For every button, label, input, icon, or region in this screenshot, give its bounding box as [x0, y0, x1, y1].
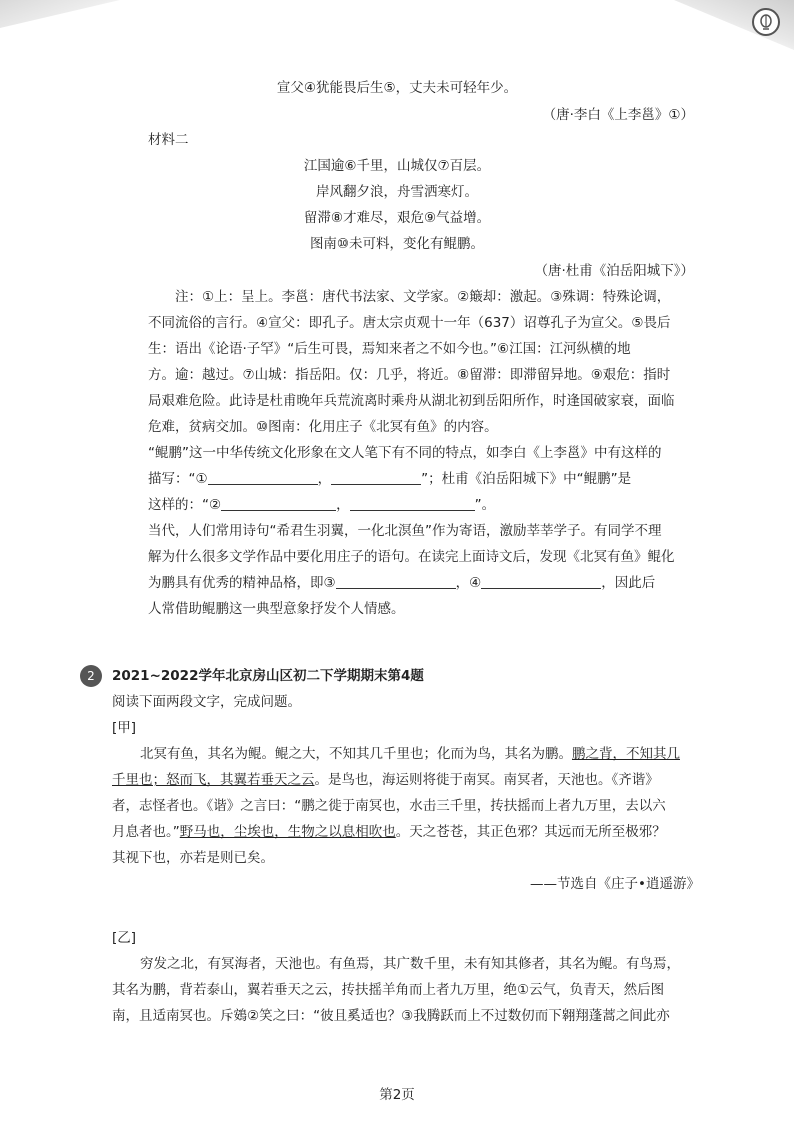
- material1-source: （唐·李白《上李邕》①）: [542, 107, 694, 123]
- answer-blank-2[interactable]: [221, 496, 336, 511]
- material2-source: （唐·杜甫《泊岳阳城下》）: [534, 263, 694, 279]
- passage-text: 月息者也。”: [112, 824, 180, 840]
- note-line: 方。逾：越过。⑦山城：指岳阳。仅：几乎，将近。⑧留滞：即滞留异地。⑨艰危：指时: [148, 367, 671, 383]
- question-title: 2021~2022学年北京房山区初二下学期期末第4题: [112, 668, 424, 684]
- question-text: ，: [317, 471, 332, 487]
- material2-label: 材料二: [148, 132, 189, 148]
- question-text: ”。: [474, 497, 496, 513]
- question-text: ，因此后: [601, 575, 656, 591]
- passage-label-yi: [乙]: [112, 930, 137, 946]
- question-text: “鲲鹏”这一中华传统文化形象在文人笔下有不同的特点，如李白《上李邕》中有这样的: [148, 445, 662, 461]
- answer-blank-1[interactable]: [208, 470, 318, 485]
- answer-blank-4[interactable]: [481, 574, 601, 589]
- question-text: ”；杜甫《泊岳阳城下》中“鲲鹏”是: [421, 471, 632, 487]
- poem-line: 图南⑩未可料，变化有鲲鹏。: [309, 236, 485, 252]
- material1-poem-line: 宣父④犹能畏后生⑤，丈夫未可轻年少。: [276, 80, 518, 96]
- underlined-text: 野马也，尘埃也，生物之以息相吹也: [179, 824, 396, 840]
- answer-blank-3[interactable]: [336, 574, 456, 589]
- question-fill-line: [148, 495, 495, 515]
- passage-text: 北冥有鱼，其名为鲲。鲲之大，不知其几千里也；化而为鸟，其名为鹏。: [140, 746, 572, 762]
- corner-decoration-left: [0, 0, 120, 28]
- note-line: 危难，贫病交加。⑩图南：化用庄子《北冥有鱼》的内容。: [148, 419, 498, 435]
- note-line: 注：①上：呈上。李邕：唐代书法家、文学家。②簸却：激起。③殊调：特殊论调，: [175, 289, 671, 305]
- passage-text: 其名为鹏，背若泰山，翼若垂天之云，抟扶摇羊角而上者九万里，绝①云气，负青天，然后图: [112, 982, 665, 998]
- question-text: 描写：“①: [148, 471, 208, 487]
- question-text: 这样的：“②: [148, 497, 222, 513]
- passage-text: 者，志怪者也。《谐》之言曰：“鹏之徙于南冥也，水击三千里，抟扶摇而上者九万里，去以六: [112, 798, 666, 814]
- underlined-text: 千里也；怒而飞，其翼若垂天之云: [112, 772, 315, 788]
- question-text: 人常借助鲲鹏这一典型意象抒发个人情感。: [148, 601, 405, 617]
- passage-text: 其视下也，亦若是则已矣。: [112, 850, 274, 866]
- underlined-text: 鹏之背，不知其几: [572, 746, 680, 762]
- passage-label-jia: [甲]: [112, 720, 137, 736]
- passage-text: 。天之苍苍，其正色邪？其远而无所至极邪？: [395, 824, 666, 840]
- note-line: 局艰难危险。此诗是杜甫晚年兵荒流离时乘舟从湖北初到岳阳所作，时逢国破家衰，面临: [148, 393, 675, 409]
- question-fill-line: [148, 573, 655, 593]
- answer-blank-1b[interactable]: [331, 470, 421, 485]
- passage-line: [112, 770, 659, 790]
- passage-source: ——节选自《庄子•逍遥游》: [530, 876, 700, 892]
- question-text: 为鹏具有优秀的精神品格，即③: [148, 575, 336, 591]
- question-text: 当代，人们常用诗句“希君生羽翼，一化北溟鱼”作为寄语，激励莘莘学子。有同学不理: [148, 523, 662, 539]
- question-text: ，④: [455, 575, 482, 591]
- note-line: 生：语出《论语·子罕》“后生可畏，焉知来者之不如今也。”⑥江国：江河纵横的地: [148, 341, 631, 357]
- lantern-logo-icon: [752, 8, 780, 36]
- question-instruction: 阅读下面两段文字，完成问题。: [112, 694, 301, 710]
- note-line: 不同流俗的言行。④宣父：即孔子。唐太宗贞观十一年（637）诏尊孔子为宣父。⑤畏后: [148, 315, 671, 331]
- page-number: 第2页: [379, 1087, 415, 1103]
- poem-line: 留滞⑧才难尽，艰危⑨气益增。: [303, 210, 491, 226]
- passage-text: 南，且适南冥也。斥鴳②笑之曰：“彼且奚适也？③我腾跃而上不过数仞而下翱翔蓬蒿之间此亦: [112, 1008, 670, 1024]
- question-number-badge: 2: [80, 665, 102, 687]
- question-text: 解为什么很多文学作品中要化用庄子的语句。在读完上面诗文后，发现《北冥有鱼》鲲化: [148, 549, 675, 565]
- question-text: ，: [336, 497, 350, 513]
- passage-text: 。是鸟也，海运则将徙于南冥。南冥者，天池也。《齐谐》: [314, 772, 659, 788]
- passage-line: [140, 744, 680, 764]
- answer-blank-2b[interactable]: [350, 496, 475, 511]
- question-fill-line: [148, 469, 631, 489]
- poem-line: 江国逾⑥千里，山城仅⑦百层。: [303, 158, 491, 174]
- passage-text: 穷发之北，有冥海者，天池也。有鱼焉，其广数千里，未有知其修者，其名为鲲。有鸟焉，: [140, 956, 680, 972]
- passage-line: [112, 822, 666, 842]
- poem-line: 岸风翻夕浪，舟雪洒寒灯。: [316, 184, 478, 200]
